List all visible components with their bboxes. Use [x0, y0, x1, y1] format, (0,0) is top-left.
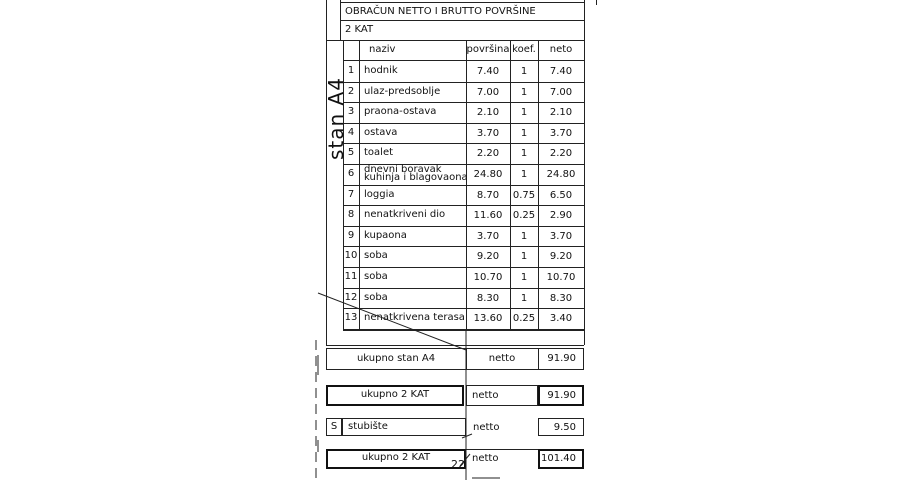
grand-total-label: ukupno 2 KAT: [361, 452, 431, 463]
row-area: 7.40: [476, 66, 500, 77]
cross-mark-1: [462, 434, 472, 438]
row-net: 3.70: [549, 230, 573, 242]
row-name: nenatkriveni dio: [364, 209, 446, 221]
row-number: 4: [347, 126, 355, 138]
row-net: 7.40: [549, 66, 573, 77]
row-name: soba: [364, 250, 388, 262]
row-name: nenatkrivena terasa: [364, 312, 465, 324]
row-number: 11: [344, 271, 358, 282]
grand-total-value: 101.40: [541, 453, 576, 464]
row-coef: 1: [520, 292, 528, 304]
row-name: loggia: [364, 188, 395, 200]
stairs-kind: netto: [473, 422, 500, 433]
col-header-net: neto: [549, 44, 573, 55]
row-net: 8.30: [549, 292, 573, 304]
col-header-name: naziv: [369, 44, 396, 55]
row-number: 8: [347, 209, 355, 221]
row-area: 3.70: [476, 127, 500, 139]
row-area: 24.80: [473, 169, 503, 180]
row-net: 3.70: [549, 127, 573, 139]
row-coef: 0.75: [512, 189, 536, 201]
row-net: 3.40: [549, 313, 573, 325]
diagonal-leader-line: [318, 293, 466, 350]
col-header-coef: koef.: [512, 44, 536, 55]
table-title: OBRAČUN NETTO I BRUTTO POVRŠINE: [345, 6, 536, 17]
floor-total-kind: netto: [472, 390, 499, 401]
unit-total-label: ukupno stan A4: [356, 353, 436, 364]
row-coef: 0.25: [512, 313, 536, 325]
row-coef: 1: [520, 86, 528, 98]
row-number: 12: [344, 291, 358, 303]
row-name: toalet: [364, 147, 394, 159]
row-net: 2.20: [549, 148, 573, 160]
row-coef: 1: [520, 169, 528, 180]
row-number: 13: [344, 312, 358, 324]
row-name: soba: [364, 271, 388, 282]
stairs-value: 9.50: [553, 422, 576, 433]
col-header-area: površina: [466, 44, 510, 55]
row-coef: 1: [520, 251, 528, 263]
row-coef: 1: [520, 66, 528, 77]
floor-total-value: 91.90: [547, 390, 576, 401]
row-area: 8.70: [476, 189, 500, 201]
row-area: 9.20: [476, 251, 500, 263]
unit-vertical-label: stan A4: [324, 77, 348, 160]
row-number: 9: [347, 229, 355, 241]
row-name: kupaona: [364, 229, 407, 241]
unit-total-kind: netto: [488, 353, 516, 364]
stairs-label: stubište: [348, 421, 388, 432]
row-number: 6: [347, 168, 355, 179]
row-net: 2.90: [549, 210, 573, 222]
row-net: 2.10: [549, 107, 573, 119]
row-number: 10: [344, 250, 358, 262]
row-name: praona-ostava: [364, 106, 437, 118]
unit-total-value: 91.90: [547, 353, 576, 364]
row-area: 7.00: [476, 86, 500, 98]
row-area: 10.70: [473, 272, 503, 283]
row-name: hodnik: [364, 65, 398, 76]
row-name: soba: [364, 291, 388, 303]
floor-total-label: ukupno 2 KAT: [360, 389, 430, 400]
row-net: 7.00: [549, 86, 573, 98]
row-area: 8.30: [476, 292, 500, 304]
row-coef: 1: [520, 107, 528, 119]
row-area: 2.10: [476, 107, 500, 119]
row-area: 11.60: [473, 210, 503, 222]
row-coef: 1: [520, 230, 528, 242]
row-net: 6.50: [549, 189, 573, 201]
row-coef: 1: [520, 148, 528, 160]
row-coef: 1: [520, 272, 528, 283]
row-number: 5: [347, 147, 355, 159]
row-area: 3.70: [476, 230, 500, 242]
row-name: ulaz-predsoblje: [364, 85, 441, 97]
stray-mark-text: 22: [451, 458, 465, 471]
row-net: 10.70: [546, 272, 576, 283]
row-number: 2: [347, 85, 355, 97]
row-name-line2: kuhinja i blagovaona: [364, 172, 468, 183]
grand-total-kind: netto: [472, 453, 499, 464]
row-number: 3: [347, 106, 355, 118]
row-name: ostava: [364, 126, 398, 138]
row-net: 9.20: [549, 251, 573, 263]
row-area: 2.20: [476, 148, 500, 160]
row-coef: 0.25: [512, 210, 536, 222]
floor-label: 2 KAT: [345, 24, 374, 35]
row-number: 7: [347, 188, 355, 200]
row-area: 13.60: [473, 313, 503, 325]
stairs-code: S: [330, 421, 338, 432]
row-coef: 1: [520, 127, 528, 139]
row-name: dnevni boravak: [364, 164, 442, 175]
row-number: 1: [347, 65, 355, 76]
row-net: 24.80: [546, 169, 576, 180]
